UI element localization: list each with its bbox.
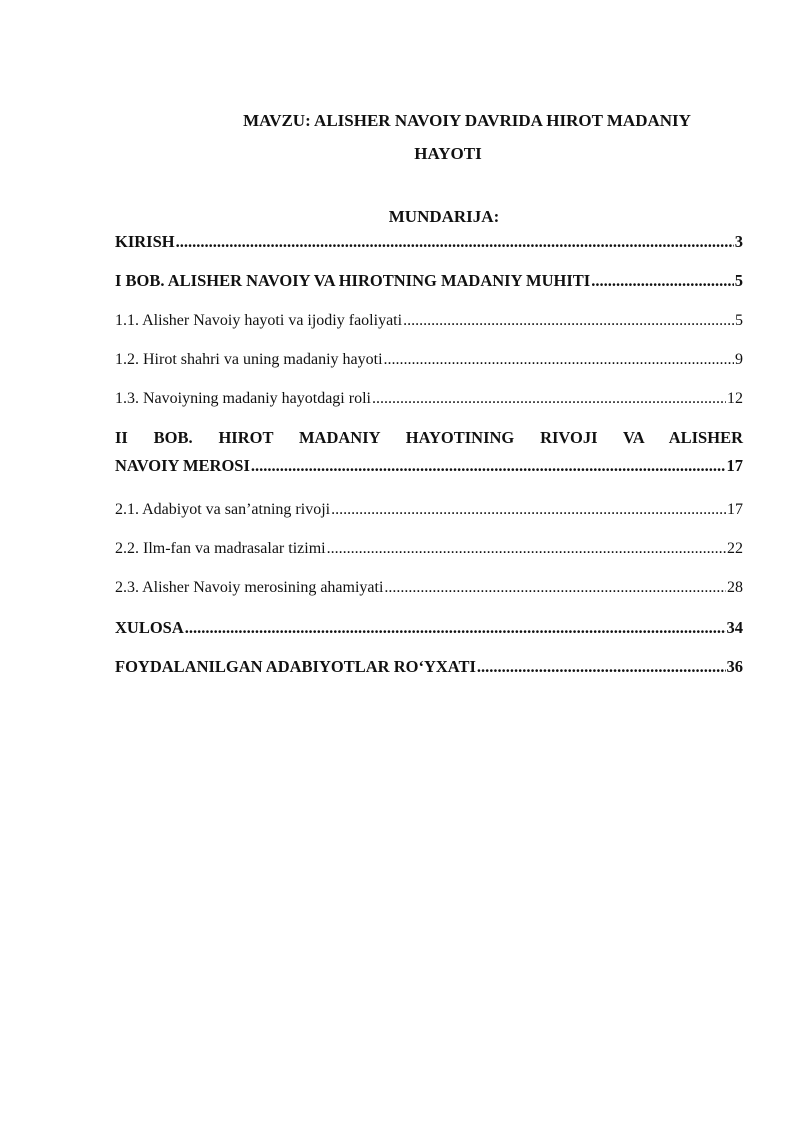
toc-leader-dots [251, 456, 726, 476]
toc-entry-page: 9 [735, 351, 743, 368]
toc-entry-xulosa[interactable] [115, 618, 743, 638]
toc-leader-dots [591, 271, 734, 291]
toc-entry-label-line1: II BOB. HIROT MADANIY HAYOTINING RIVOJI VA ALISHER [115, 428, 743, 447]
toc-entry-label: XULOSA [115, 618, 184, 637]
toc-entry-line2 [115, 456, 743, 476]
toc-leader-dots [327, 539, 726, 559]
toc-leader-dots [185, 618, 726, 638]
toc-entry-page: 17 [726, 456, 743, 475]
toc-entry-bibliography[interactable] [115, 657, 743, 677]
toc-leader-dots [403, 311, 734, 331]
toc-entry-page: 5 [734, 271, 743, 290]
toc-entry-page: 34 [726, 618, 743, 637]
toc-heading: MUNDARIJA: [388, 207, 500, 226]
toc-entry-label-line2: NAVOIY MEROSI [115, 456, 250, 475]
toc-entry-label: I BOB. ALISHER NAVOIY VA HIROTNING MADANIY MUHITI [115, 271, 591, 290]
toc-entry-page: 28 [727, 579, 743, 596]
document-title-line1: MAVZU: ALISHER NAVOIY DAVRIDA HIROT MADANIY [243, 111, 691, 130]
toc-entry-page: 12 [727, 390, 743, 407]
toc-leader-dots [384, 578, 726, 598]
toc-entry-label: FOYDALANILGAN ADABIYOTLAR RO‘YXATI [115, 657, 476, 676]
toc-entry-page: 17 [727, 501, 743, 518]
toc-leader-dots [372, 389, 726, 409]
toc-entry-label: 2.3. Alisher Navoiy merosining ahamiyati [115, 579, 384, 596]
toc-entry-kirish[interactable] [115, 232, 743, 252]
toc-entry-section-1-1[interactable] [115, 311, 743, 331]
toc-entry-label: 1.3. Navoiyning madaniy hayotdagi roli [115, 390, 371, 407]
toc-entry-section-1-3[interactable] [115, 389, 743, 409]
toc-entry-label: 1.2. Hirot shahri va uning madaniy hayoti [115, 351, 383, 368]
toc-entry-label: 1.1. Alisher Navoiy hayoti va ijodiy faoliyati [115, 312, 403, 329]
toc-leader-dots [176, 232, 734, 252]
toc-entry-page: 36 [726, 657, 743, 676]
document-title-line2: HAYOTI [414, 144, 482, 163]
toc-leader-dots [477, 657, 726, 677]
toc-entry-label: 2.2. Ilm-fan va madrasalar tizimi [115, 540, 326, 557]
toc-entry-section-1-2[interactable] [115, 350, 743, 370]
toc-leader-dots [384, 350, 734, 370]
toc-entry-label: 2.1. Adabiyot va san’atning rivoji [115, 501, 331, 518]
toc-entry-page: 3 [734, 232, 743, 251]
toc-entry-page: 22 [727, 540, 743, 557]
toc-entry-label: KIRISH [115, 232, 175, 251]
toc-entry-section-2-2[interactable] [115, 539, 743, 559]
toc-entry-section-2-3[interactable] [115, 578, 743, 598]
toc-entry-section-2-1[interactable] [115, 500, 743, 520]
toc-entry-page: 5 [735, 312, 743, 329]
toc-entry-chapter-2[interactable] [115, 428, 743, 476]
toc-entry-chapter-1[interactable] [115, 271, 743, 291]
toc-leader-dots [331, 500, 726, 520]
